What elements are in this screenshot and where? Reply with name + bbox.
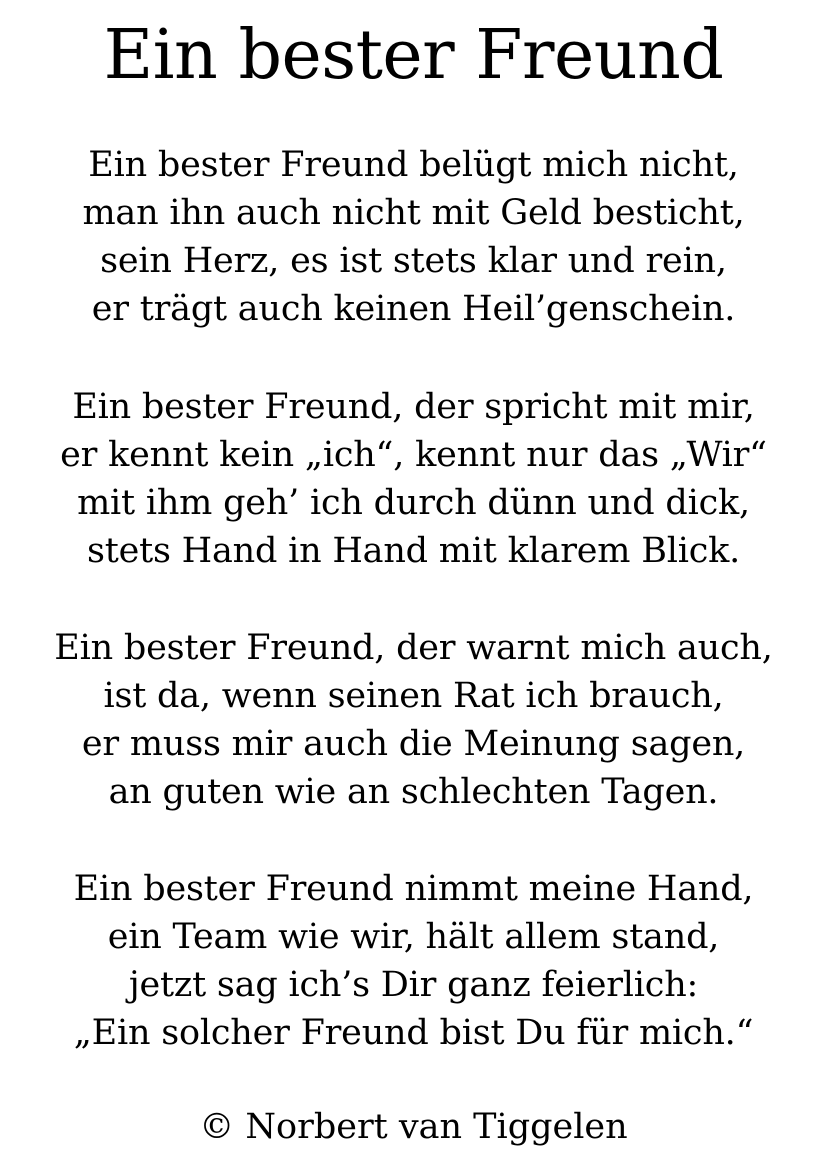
poem-line: ist da, wenn seinen Rat ich brauch, xyxy=(103,676,724,716)
poem-line: ein Team wie wir, hält allem stand, xyxy=(107,917,720,957)
poem-line: mit ihm geh’ ich durch dünn und dick, xyxy=(77,483,750,523)
poem-line: stets Hand in Hand mit klarem Blick. xyxy=(86,531,741,571)
poem-title: Ein bester Freund xyxy=(103,16,724,95)
stanza-4 xyxy=(0,865,827,1057)
poem-line: „Ein solcher Freund bist Du für mich.“ xyxy=(73,1013,754,1053)
poem-line: an guten wie an schlechten Tagen. xyxy=(108,772,719,812)
poem-line: er trägt auch keinen Heil’genschein. xyxy=(91,289,736,329)
poem-line: Ein bester Freund belügt mich nicht, xyxy=(88,145,739,185)
poem-line: Ein bester Freund, der warnt mich auch, xyxy=(54,628,773,668)
poem-line: man ihn auch nicht mit Geld besticht, xyxy=(82,193,745,233)
stanza-2 xyxy=(0,383,827,575)
poem-line: Ein bester Freund, der spricht mit mir, xyxy=(72,387,755,427)
poem-line: Ein bester Freund nimmt meine Hand, xyxy=(73,869,754,909)
poem-line: er kennt kein „ich“, kennt nur das „Wir“ xyxy=(60,435,767,475)
poem-line: jetzt sag ich’s Dir ganz feierlich: xyxy=(128,965,699,1005)
stanza-1 xyxy=(0,141,827,333)
poem-line: sein Herz, es ist stets klar und rein, xyxy=(100,241,727,281)
author-credit: © Norbert van Tiggelen xyxy=(199,1107,628,1147)
poem-line: er muss mir auch die Meinung sagen, xyxy=(81,724,746,764)
stanza-3 xyxy=(0,624,827,816)
